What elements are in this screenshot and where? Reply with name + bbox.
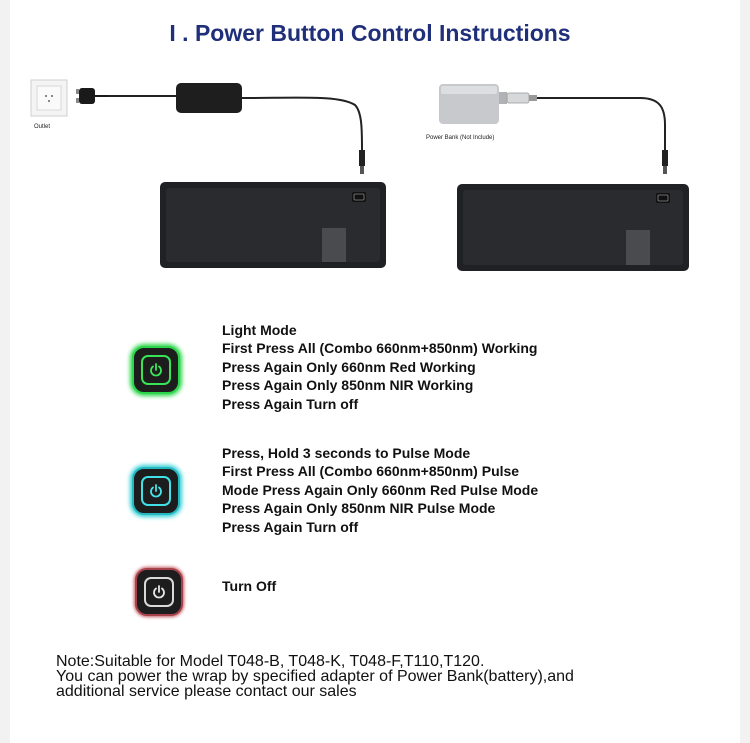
mode-line: Turn Off [222, 578, 277, 594]
wrap-left-icon [160, 182, 386, 268]
page-title: I . Power Button Control Instructions [169, 20, 571, 46]
power-icon [149, 363, 163, 377]
pulse-mode-power-button[interactable] [132, 467, 180, 515]
note-line-2: You can power the wrap by specified adapter of Power Bank(battery),and [56, 668, 574, 685]
mode-line: First Press All (Combo 660nm+850nm) Working [222, 340, 538, 357]
power-icon [149, 484, 163, 498]
outlet-icon [31, 80, 67, 116]
note-text [56, 654, 574, 699]
pulse-mode-text [222, 444, 538, 536]
outlet-label: Outlet [34, 124, 51, 130]
note-line-3: additional service please contact our sales [56, 683, 357, 700]
note-line-1: Note:Suitable for Model T048-B, T048-K, T048-F,T110,T120. [56, 653, 485, 670]
light-mode-text [222, 321, 537, 413]
adapter-icon [176, 83, 242, 113]
button-ring [141, 476, 171, 506]
mode-line: Light Mode [222, 322, 297, 338]
plug-icon [76, 88, 108, 104]
mode-line: Press, Hold 3 seconds to Pulse Mode [222, 445, 471, 461]
light-mode-power-button[interactable] [132, 346, 180, 394]
button-ring [141, 355, 171, 385]
mode-line: First Press All (Combo 660nm+850nm) Pulse [222, 463, 520, 480]
wrap-right-icon [457, 184, 689, 271]
power-bank-label: Power Bank (Not Include) [426, 135, 495, 141]
mode-line: Mode Press Again Only 660nm Red Pulse Mode [222, 481, 539, 498]
power-diagram [0, 0, 750, 290]
turn-off-text [222, 577, 276, 595]
button-ring [144, 577, 174, 607]
mode-line: Press Again Turn off [222, 518, 359, 535]
mode-line: Press Again Only 850nm NIR Working [222, 377, 474, 394]
mode-line: Press Again Only 660nm Red Working [222, 358, 476, 375]
power-icon [152, 585, 166, 599]
mode-line: Press Again Turn off [222, 395, 359, 412]
mode-line: Press Again Only 850nm NIR Pulse Mode [222, 500, 496, 517]
power-bank-icon [439, 84, 537, 124]
turn-off-power-button[interactable] [135, 568, 183, 616]
